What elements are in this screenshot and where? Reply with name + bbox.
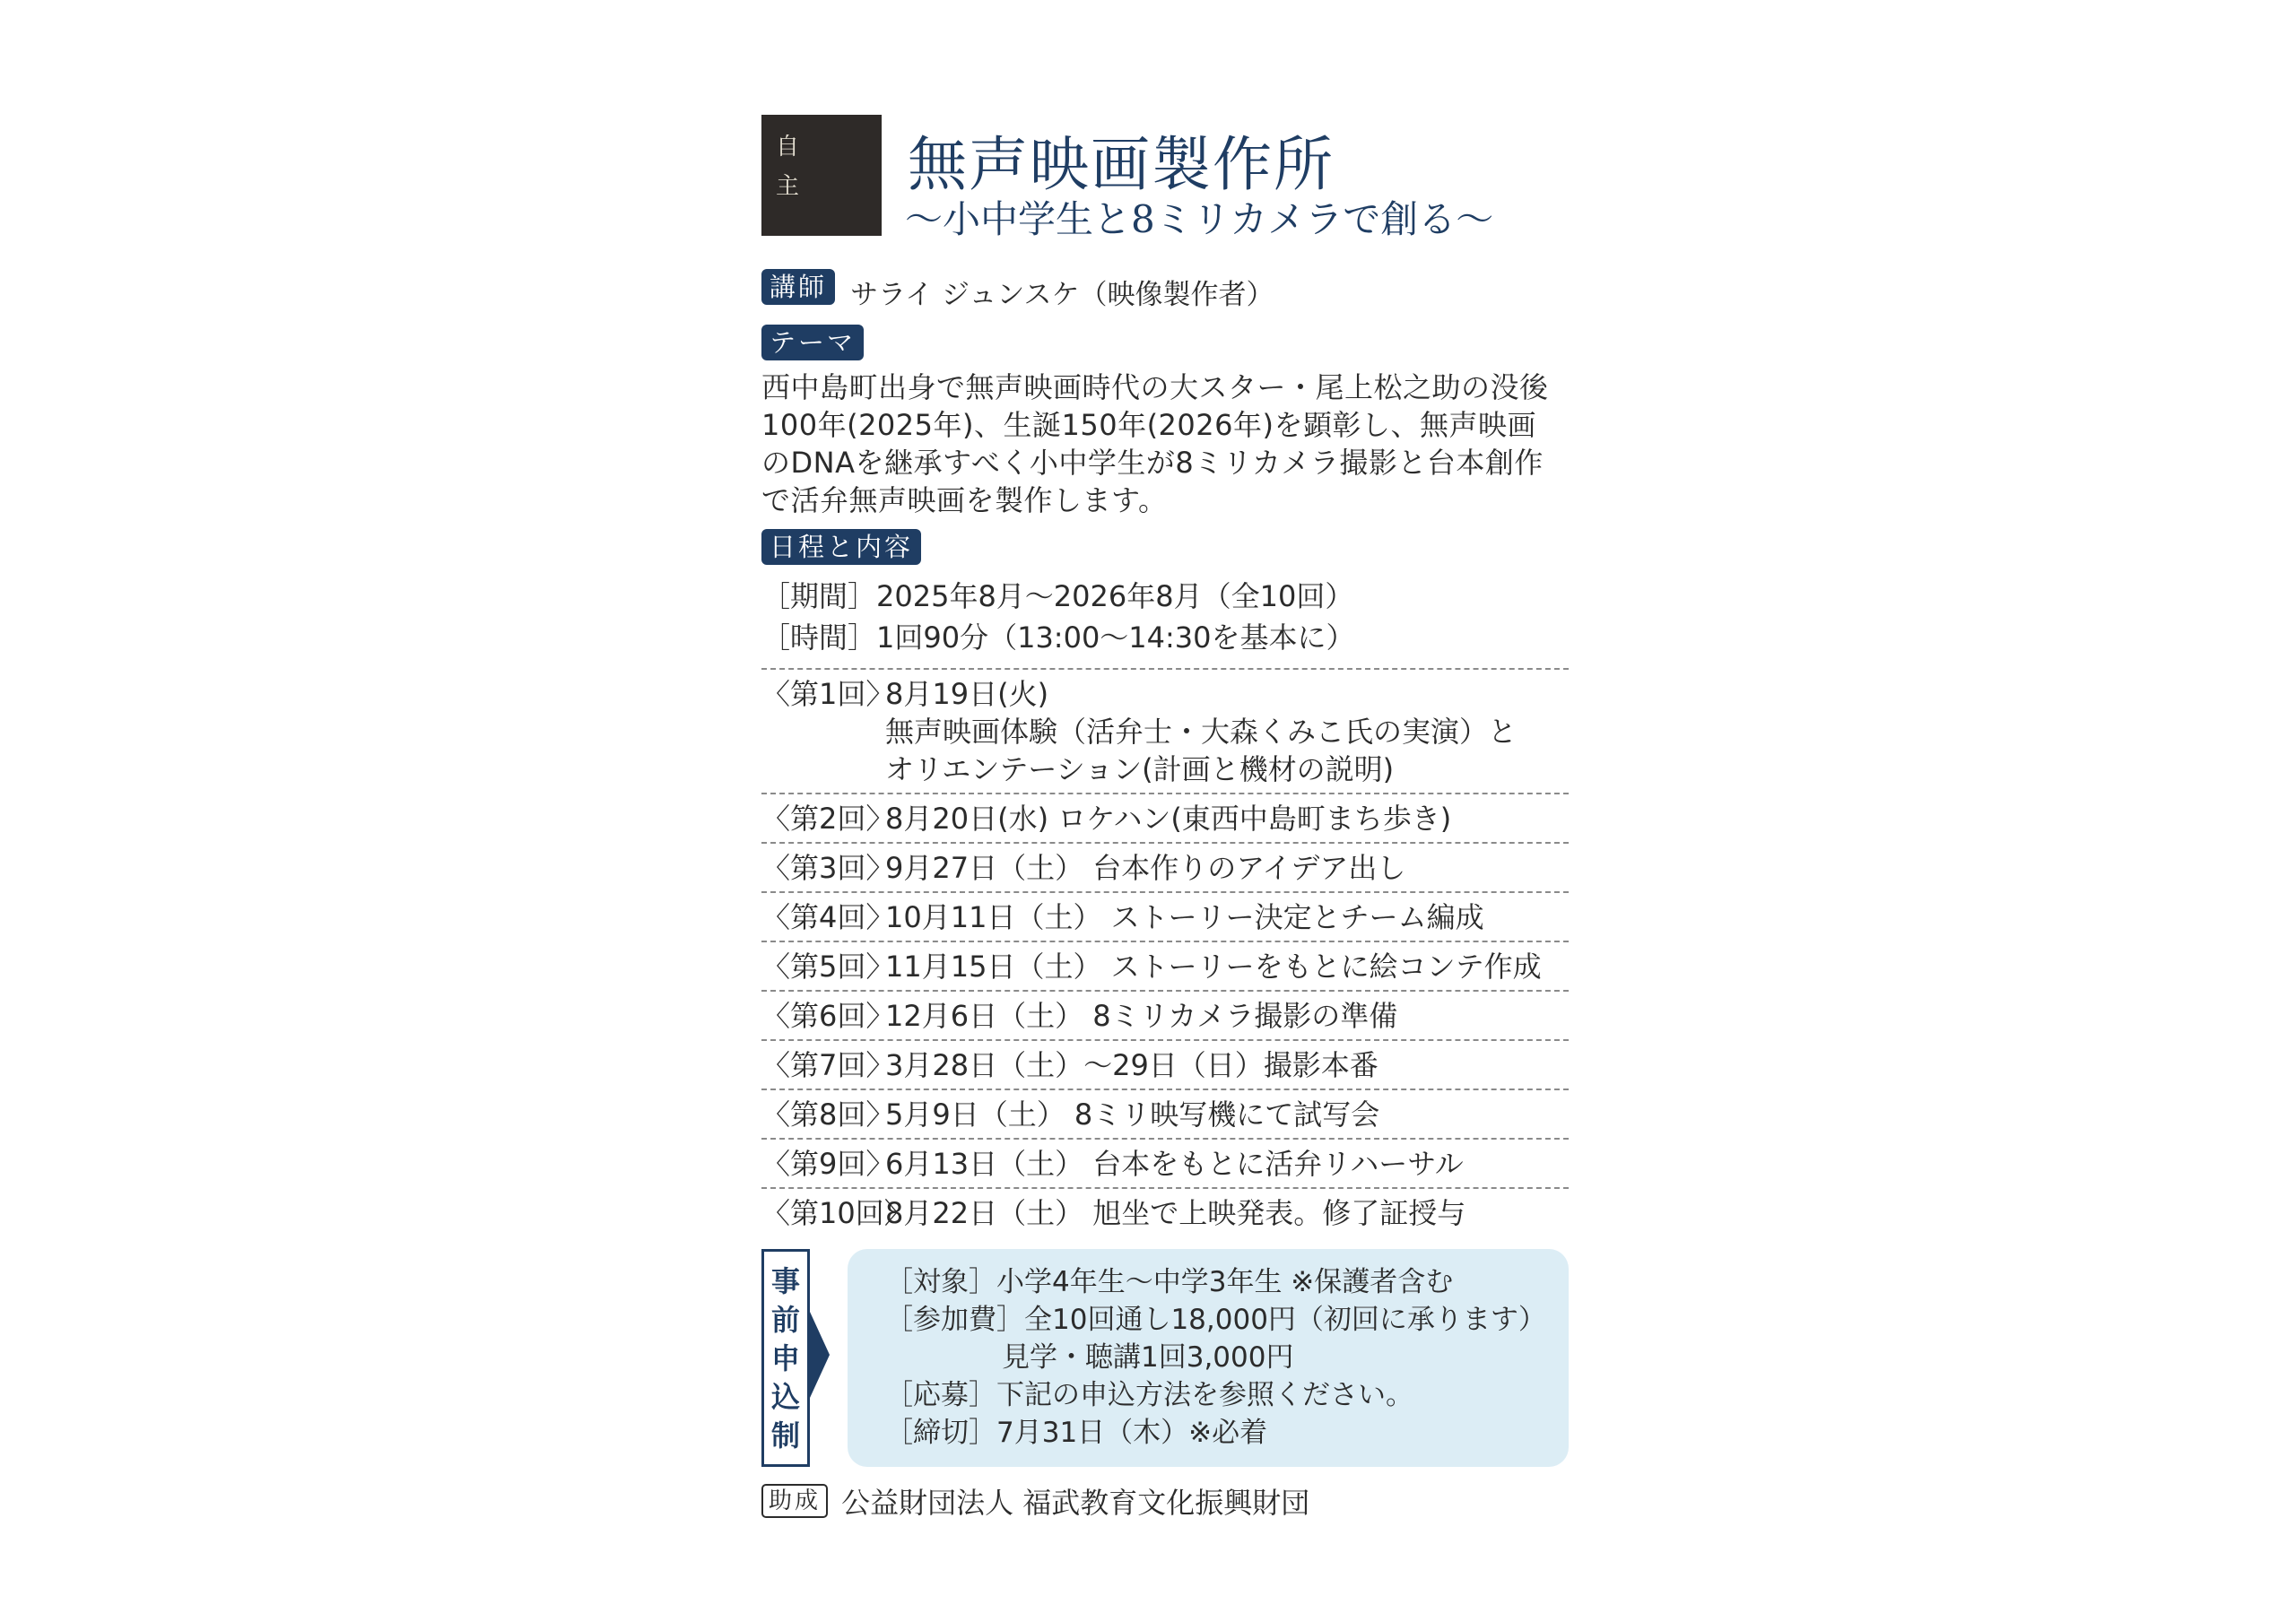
session-content: 撮影本番 bbox=[1263, 1048, 1378, 1082]
session-date: 5月9日（土） bbox=[885, 1097, 1065, 1132]
theme-line: のDNAを継承すべく小中学生が8ミリカメラ撮影と台本創作 bbox=[761, 446, 1544, 480]
apply-fee-sub: 見学・聴講1回3,000円 bbox=[1002, 1341, 1294, 1374]
session-row bbox=[761, 1187, 1569, 1236]
logo-label-top: 自 bbox=[775, 134, 799, 160]
arrow-right-icon bbox=[810, 1312, 830, 1398]
brush-calligraphy-mark bbox=[813, 133, 882, 231]
page-title: 無声映画製作所 bbox=[908, 130, 1335, 199]
apply-target: ［対象］小学4年生～中学3年生 ※保護者含む bbox=[885, 1266, 1454, 1298]
session-content: 台本をもとに活弁リハーサル bbox=[1092, 1147, 1464, 1181]
application-details bbox=[848, 1249, 1569, 1467]
session-date: 10月11日（土） bbox=[885, 900, 1102, 934]
session-list bbox=[761, 668, 1569, 1236]
session-number: 〈第8回〉 bbox=[761, 1097, 895, 1132]
apply-how: ［応募］下記の申込方法を参照ください。 bbox=[885, 1379, 1413, 1411]
theme-line: 西中島町出身で無声映画時代の大スター・尾上松之助の没後 bbox=[761, 370, 1549, 404]
theme-text bbox=[761, 369, 1569, 519]
session-number: 〈第2回〉 bbox=[761, 802, 895, 836]
session-row bbox=[761, 793, 1569, 842]
session-row bbox=[761, 1138, 1569, 1187]
theme-tag: テーマ bbox=[761, 325, 864, 360]
schedule-time: ［時間］1回90分（13:00～14:30を基本に） bbox=[761, 620, 1355, 655]
session-date: 8月22日（土） bbox=[885, 1196, 1084, 1230]
label-char: 前 bbox=[770, 1303, 800, 1337]
session-content: ストーリーをもとに絵コンテ作成 bbox=[1110, 950, 1542, 984]
session-number: 〈第7回〉 bbox=[761, 1048, 895, 1082]
session-row bbox=[761, 1039, 1569, 1089]
theme-line: で活弁無声映画を製作します。 bbox=[761, 483, 1168, 517]
sponsor-org: 公益財団法人 福武教育文化振興財団 bbox=[841, 1486, 1310, 1520]
sponsor-line bbox=[761, 1480, 1309, 1522]
session-row bbox=[761, 990, 1569, 1039]
session-content: 8ミリ映写機にて試写会 bbox=[1074, 1097, 1380, 1132]
session-content: 8ミリカメラ撮影の準備 bbox=[1092, 999, 1398, 1033]
schedule-period: ［期間］2025年8月～2026年8月（全10回） bbox=[761, 579, 1354, 613]
session-number: 〈第5回〉 bbox=[761, 950, 895, 984]
session-date: 11月15日（土） bbox=[885, 950, 1102, 984]
label-char: 制 bbox=[770, 1418, 800, 1453]
schedule-tag: 日程と内容 bbox=[761, 529, 921, 565]
sponsor-tag: 助成 bbox=[761, 1484, 828, 1518]
pre-registration-label bbox=[761, 1249, 810, 1467]
session-content: ストーリー決定とチーム編成 bbox=[1110, 900, 1484, 934]
apply-fee: ［参加費］全10回通し18,000円（初回に承ります） bbox=[885, 1304, 1546, 1336]
application-box bbox=[761, 1249, 1569, 1467]
session-content: オリエンテーション(計画と機材の説明) bbox=[885, 752, 1395, 786]
session-row bbox=[761, 668, 1569, 793]
session-content: 旭坐で上映発表。修了証授与 bbox=[1092, 1196, 1466, 1230]
session-number: 〈第4回〉 bbox=[761, 900, 895, 934]
label-char: 込 bbox=[770, 1380, 800, 1414]
session-number: 〈第9回〉 bbox=[761, 1147, 895, 1181]
lecturer-line bbox=[761, 269, 1274, 312]
label-char: 申 bbox=[770, 1341, 800, 1375]
session-number: 〈第1回〉 bbox=[761, 677, 895, 711]
lecturer-tag: 講師 bbox=[761, 269, 835, 305]
schedule-period-block bbox=[761, 576, 1355, 658]
lecturer-name: サライ ジュンスケ（映像製作者） bbox=[850, 279, 1274, 311]
session-date: 8月19日(火) bbox=[885, 677, 1049, 711]
session-row bbox=[761, 891, 1569, 941]
theme-tag-wrap bbox=[761, 325, 864, 360]
session-content: ロケハン(東西中島町まち歩き) bbox=[1057, 802, 1452, 836]
session-content: 無声映画体験（活弁士・大森くみこ氏の実演）と bbox=[885, 715, 1518, 749]
session-number: 〈第6回〉 bbox=[761, 999, 895, 1033]
session-date: 6月13日（土） bbox=[885, 1147, 1084, 1181]
session-date: 12月6日（土） bbox=[885, 999, 1084, 1033]
session-number: 〈第3回〉 bbox=[761, 851, 895, 885]
page-subtitle: ～小中学生と8ミリカメラで創る～ bbox=[905, 197, 1494, 241]
label-char: 事 bbox=[770, 1264, 800, 1298]
session-date: 3月28日（土）～29日（日） bbox=[885, 1048, 1264, 1082]
session-date: 8月20日(水) bbox=[885, 802, 1049, 836]
schedule-tag-wrap bbox=[761, 529, 921, 565]
jishu-logo bbox=[761, 115, 882, 236]
session-row bbox=[761, 1089, 1569, 1138]
session-row bbox=[761, 842, 1569, 891]
session-row bbox=[761, 941, 1569, 990]
apply-deadline: ［締切］7月31日（木）※必着 bbox=[885, 1417, 1268, 1449]
logo-label-bottom: 主 bbox=[775, 173, 799, 200]
session-date: 9月27日（土） bbox=[885, 851, 1084, 885]
theme-line: 100年(2025年)、生誕150年(2026年)を顕彰し、無声映画 bbox=[761, 408, 1536, 442]
session-number: 〈第10回〉 bbox=[761, 1196, 913, 1230]
session-content: 台本作りのアイデア出し bbox=[1092, 851, 1406, 885]
